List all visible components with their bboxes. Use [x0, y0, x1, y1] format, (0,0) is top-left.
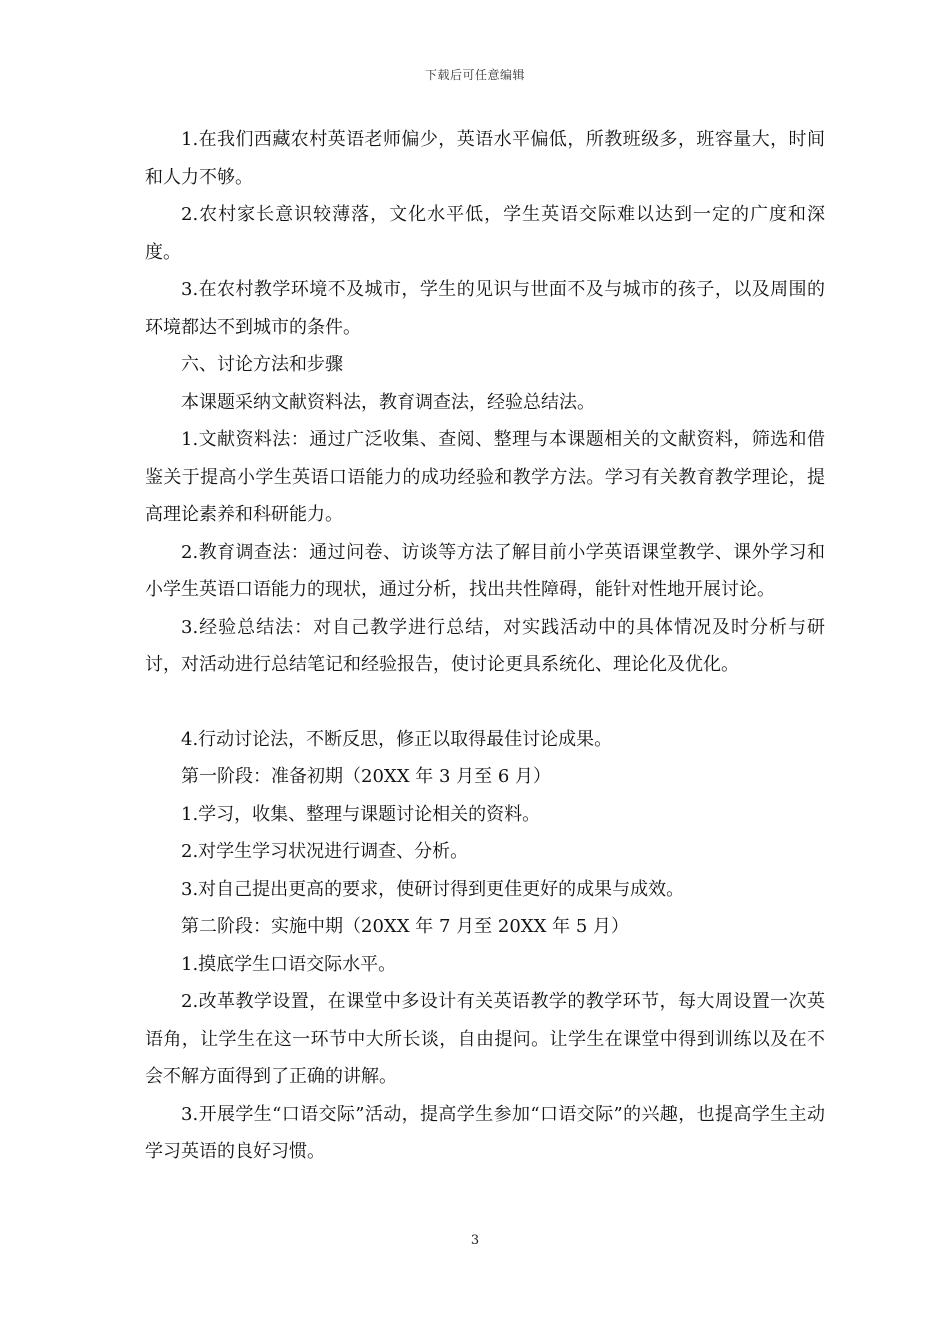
header-note: 下载后可任意编辑: [424, 68, 525, 82]
stage-one-item-1: 1.学习，收集、整理与课题讨论相关的资料。: [181, 803, 541, 825]
stage-two-item-2: 2.改革教学设置，在课堂中多设计有关英语教学的教学环节，每大周设置一次英语角，让学生在这一环节中大所长谈，自由提问。让学生在课堂中得到训练以及在不会不解方面得到了正确的讲解。: [145, 991, 825, 1087]
paragraph-method-3: 3.经验总结法：对自己教学进行总结，对实践活动中的具体情况及时分析与研讨，对活动进行总结笔记和经验报告，使讨论更具系统化、理论化及优化。: [145, 616, 825, 675]
paragraph-1: 1.在我们西藏农村英语老师偏少，英语水平偏低，所教班级多，班容量大，时间和人力不够。: [145, 129, 825, 188]
stage-one-item-3: 3.对自己提出更高的要求，使研讨得到更佳更好的成果与成效。: [181, 878, 685, 900]
paragraph-3: 3.在农村教学环境不及城市，学生的见识与世面不及与城市的孩子，以及周围的环境都达不到城市的条件。: [145, 279, 825, 338]
section-heading: 六、讨论方法和步骤: [181, 354, 343, 375]
paragraph-2: 2.农村家长意识较薄落，文化水平低，学生英语交际难以达到一定的广度和深度。: [145, 204, 825, 263]
paragraph-method-4: 4.行动讨论法，不断反思，修正以取得最佳讨论成果。: [181, 728, 613, 750]
stage-one-item-2: 2.对学生学习状况进行调查、分析。: [181, 841, 469, 862]
body-content: [145, 121, 825, 1171]
paragraph-method-1: 1.文献资料法：通过广泛收集、查阅、整理与本课题相关的文献资料，筛选和借鉴关于提高小学生英语口语能力的成功经验和教学方法。学习有关教育教学理论，提高理论素养和科研能力。: [145, 429, 825, 525]
page-number: 3: [470, 1233, 480, 1248]
stage-two-heading: 第二阶段：实施中期（20XX 年 7 月至 20XX 年 5 月）: [181, 916, 630, 937]
stage-two-item-3: 3.开展学生“口语交际”活动，提高学生参加“口语交际”的兴趣，也提高学生主动学习英语的良好习惯。: [145, 1103, 825, 1162]
stage-one-heading: 第一阶段：准备初期（20XX 年 3 月至 6 月）: [181, 766, 552, 787]
stage-two-item-1: 1.摸底学生口语交际水平。: [181, 953, 397, 975]
paragraph-method-2: 2.教育调查法：通过问卷、访谈等方法了解目前小学英语课堂教学、课外学习和小学生英语口语能力的现状，通过分析，找出共性障碍，能针对性地开展讨论。: [145, 541, 825, 600]
paragraph-methods-intro: 本课题采纳文献资料法，教育调查法，经验总结法。: [181, 391, 595, 413]
